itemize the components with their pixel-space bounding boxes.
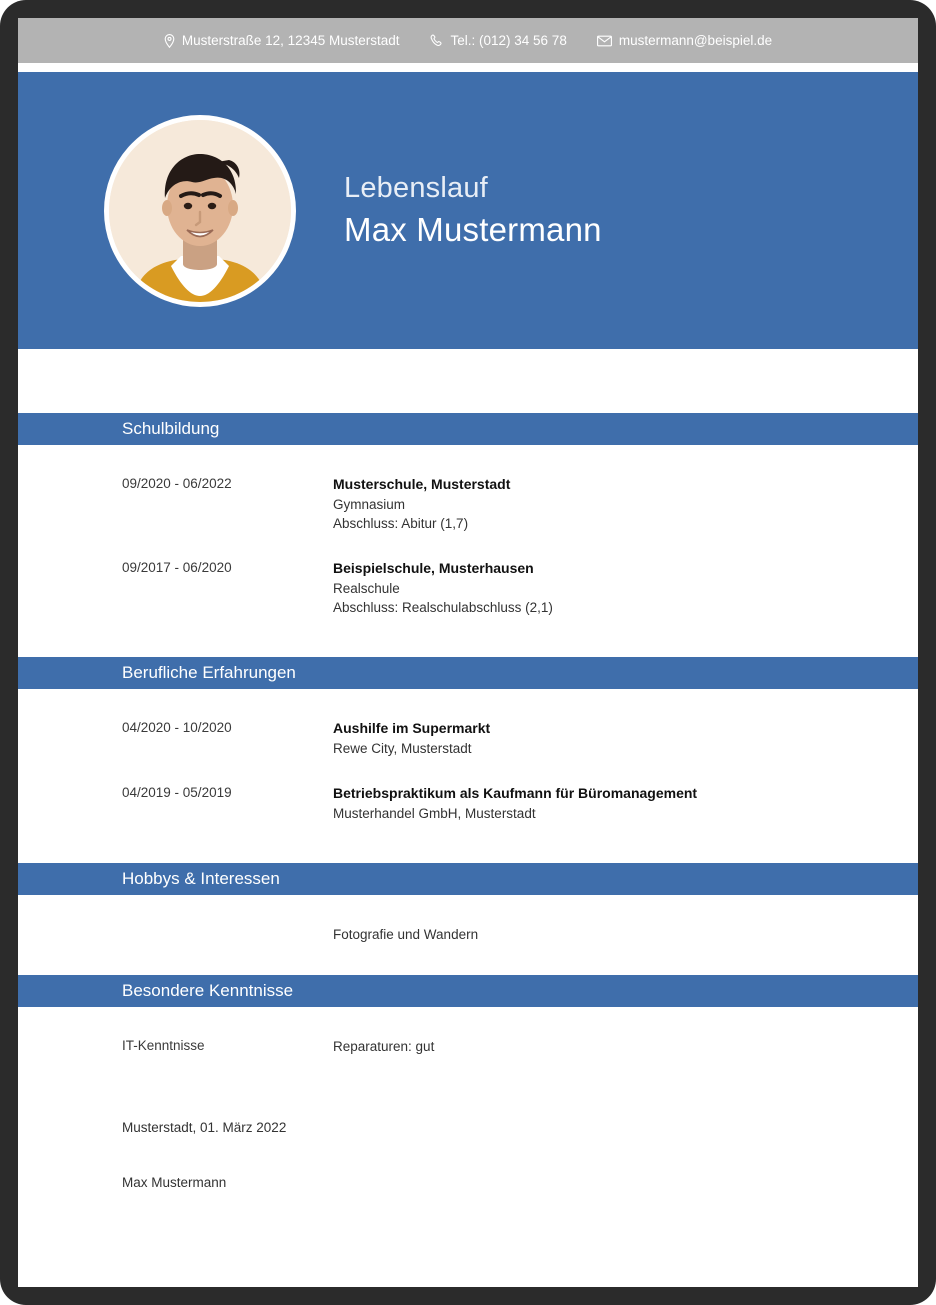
spacer — [18, 823, 918, 863]
list-item — [18, 559, 918, 617]
list-item — [18, 925, 918, 944]
section-body-hobbys — [18, 925, 918, 944]
entry-date: 04/2020 - 10/2020 — [122, 720, 232, 736]
entry-date: 09/2020 - 06/2022 — [122, 476, 232, 491]
entry-date — [122, 925, 333, 944]
header-bottom-gap — [18, 349, 918, 413]
spacer — [18, 1135, 918, 1175]
list-item — [18, 475, 918, 533]
spacer — [18, 945, 918, 975]
contact-email-text: mustermann@beispiel.de — [618, 33, 773, 48]
entry-line: Abschluss: Abitur (1,7) — [333, 516, 469, 532]
page-title: Max Mustermann — [344, 211, 602, 248]
resume-header — [18, 72, 918, 349]
spacer — [18, 1056, 918, 1120]
section-header-hobbys: Hobbys & Interessen — [18, 863, 918, 895]
entry-body — [333, 475, 918, 533]
entry-line: Beispielschule, Musterhausen — [333, 560, 534, 577]
spacer — [18, 689, 918, 719]
entry-line: Musterhandel GmbH, Musterstadt — [333, 806, 536, 822]
entry-line: Realschule — [333, 581, 400, 597]
entry-date: 09/2017 - 06/2020 — [122, 560, 232, 576]
phone-icon — [430, 34, 444, 48]
section-body-schulbildung — [18, 475, 918, 617]
header-title-block — [344, 172, 602, 249]
section-header-besondere-kenntnisse: Besondere Kenntnisse — [18, 975, 918, 1007]
spacer — [18, 445, 918, 475]
section-header-berufliche-erfahrungen: Berufliche Erfahrungen — [18, 657, 918, 689]
entry-body — [333, 1037, 918, 1056]
spacer — [18, 758, 918, 784]
entry-line: Fotografie und Wandern — [333, 927, 479, 943]
document-subtitle: Lebenslauf — [344, 172, 488, 204]
header-separator — [18, 63, 918, 72]
portrait-photo — [109, 120, 291, 302]
section-header-schulbildung: Schulbildung — [18, 413, 918, 445]
contact-address — [164, 33, 400, 48]
entry-date: IT-Kenntnisse — [122, 1037, 205, 1053]
list-item — [18, 719, 918, 758]
place-and-date: Musterstadt, 01. März 2022 — [122, 1119, 287, 1135]
resume-document — [18, 18, 918, 1287]
envelope-icon — [597, 35, 612, 47]
signature-name: Max Mustermann — [122, 1174, 227, 1190]
entry-body — [333, 925, 918, 944]
entry-body — [333, 559, 918, 617]
entry-date: 04/2019 - 05/2019 — [122, 785, 232, 801]
contact-address-text: Musterstraße 12, 12345 Musterstadt — [181, 33, 400, 48]
spacer — [18, 533, 918, 559]
avatar — [104, 115, 296, 307]
entry-line: Betriebspraktikum als Kaufmann für Büromanagement — [333, 785, 698, 802]
entry-line: Reparaturen: gut — [333, 1038, 435, 1054]
spacer — [18, 895, 918, 925]
entry-line: Gymnasium — [333, 496, 406, 512]
entry-line: Abschluss: Realschulabschluss (2,1) — [333, 600, 553, 616]
entry-line: Aushilfe im Supermarkt — [333, 720, 491, 737]
list-item — [18, 784, 918, 823]
list-item — [18, 1037, 918, 1056]
entry-body — [333, 719, 918, 758]
contact-phone-text: Tel.: (012) 34 56 78 — [450, 33, 567, 48]
contact-email — [597, 33, 772, 48]
entry-line: Rewe City, Musterstadt — [333, 741, 472, 757]
contact-bar — [18, 18, 918, 63]
entry-body — [333, 784, 918, 823]
spacer — [18, 617, 918, 657]
contact-phone — [430, 33, 567, 48]
section-body-berufliche-erfahrungen — [18, 719, 918, 823]
entry-line: Musterschule, Musterstadt — [333, 476, 511, 492]
location-pin-icon — [164, 34, 175, 48]
section-body-besondere-kenntnisse — [18, 1037, 918, 1056]
spacer — [18, 1007, 918, 1037]
